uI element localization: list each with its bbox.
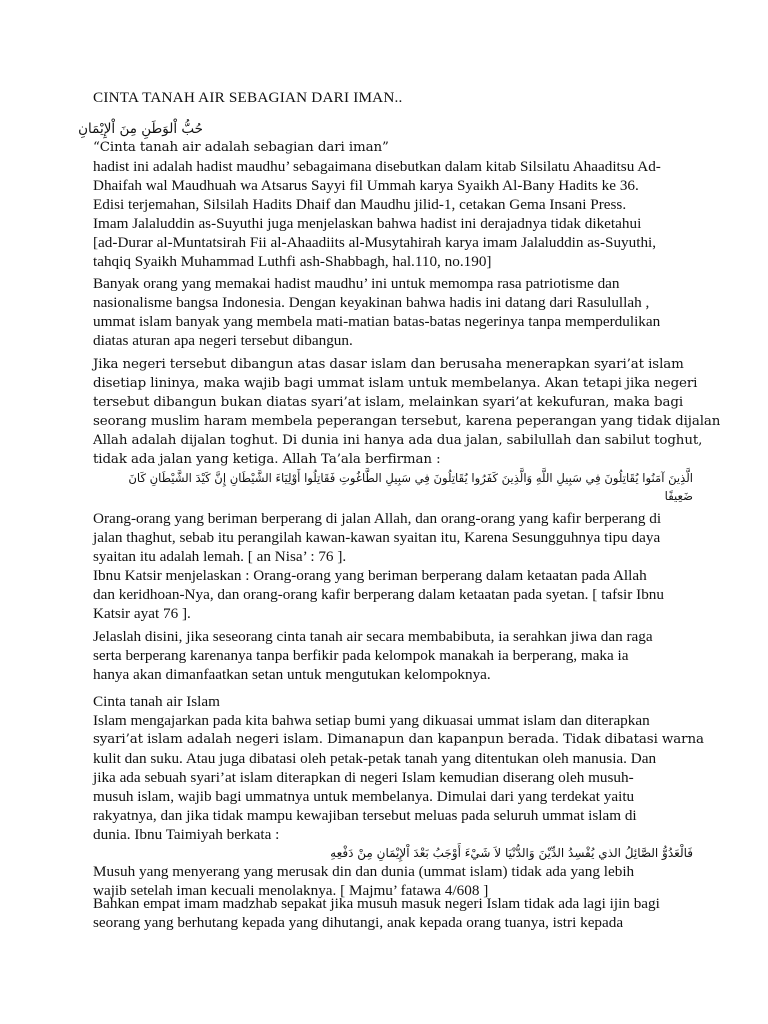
paragraph-line: syari’at islam adalah negeri islam. Dimanapun dan kapanpun berada. Tidak dibatasi warna — [93, 732, 704, 747]
intro-line: Imam Jalaluddin as-Suyuthi juga menjelaskan bahwa hadist ini derajadnya tidak diketahui — [93, 215, 642, 232]
paragraph-line: Katsir ayat 76 ]. — [93, 605, 191, 622]
paragraph-line: seorang yang berhutang kepada yang dihutangi, anak kepada orang tuanya, istri kepada — [93, 914, 624, 931]
paragraph-line: Bahkan empat imam madzhab sepakat jika musuh masuk negeri Islam tidak ada lagi ijin bagi — [93, 895, 660, 912]
intro-line: Edisi terjemahan, Silsilah Hadits Dhaif dan Maudhu jilid-1, cetakan Gema Insani Press. — [93, 196, 627, 213]
intro-line: Dhaifah wal Maudhuah wa Atsarus Sayyi fil Ummah karya Syaikh Al-Bany Hadits ke 36. — [93, 177, 639, 194]
paragraph-line: Musuh yang menyerang yang merusak din dan dunia (ummat islam) tidak ada yang lebih — [93, 863, 635, 880]
arabic-quote-line: فَالْعَدُوُّ الصَّائِلُ الذي يُفْسِدُ الدِّيْنَ وَالدُّنْيَا لاَ شَيْءَ أَوْجَبُ بَعْدَ اْلإِيْمَانِ مِنْ دَفْعِهِ — [330, 846, 693, 860]
intro-line: tahqiq Syaikh Muhammad Luthfi ash-Shabbagh, hal.110, no.190] — [93, 253, 492, 270]
section-heading: Cinta tanah air Islam — [93, 693, 220, 710]
paragraph-line: Orang-orang yang beriman berperang di jalan Allah, dan orang-orang yang kafir berperang di — [93, 510, 662, 527]
intro-line: “Cinta tanah air adalah sebagian dari iman” — [93, 140, 389, 155]
paragraph-two-paths — [93, 355, 721, 505]
paragraph-line: wajib setelah iman kecuali menolaknya. [ Majmu’ fatawa 4/608 ] — [93, 882, 489, 899]
paragraph-translation — [93, 509, 693, 623]
document-title: CINTA TANAH AIR SEBAGIAN DARI IMAN.. — [93, 89, 403, 106]
intro-line: hadist ini adalah hadist maudhu’ sebagaimana disebutkan dalam kitab Silsilatu Ahaaditsu Ad- — [93, 158, 661, 175]
arabic-verse-line: ضَعِيفًا — [664, 489, 693, 503]
paragraph-line: seorang muslim haram membela peperangan tersebut, karena peperangan yang tidak dijalan — [93, 414, 721, 429]
paragraph-line: Banyak orang yang memakai hadist maudhu’ ini untuk memompa rasa patriotisme dan — [93, 275, 620, 292]
paragraph-line: ummat islam banyak yang membela mati-matian batas-batas negerinya tanpa memperdulikan — [93, 313, 661, 330]
paragraph-line: Jelaslah disini, jika seseorang cinta tanah air secara membabibuta, ia serahkan jiwa dan raga — [93, 628, 653, 645]
paragraph-line: diatas aturan apa negeri tersebut dibangun. — [93, 332, 353, 349]
paragraph-line: musuh islam, wajib bagi ummatnya untuk membelanya. Dimulai dari yang terdekat yaitu — [93, 788, 635, 805]
intro-section — [78, 120, 693, 271]
paragraph-line: Jika negeri tersebut dibangun atas dasar islam dan berusaha menerapkan syari’at islam — [93, 357, 684, 372]
paragraph-line: Allah adalah dijalan toghut. Di dunia ini hanya ada dua jalan, sabilullah dan sabilut toghut, — [93, 433, 703, 448]
paragraph-line: dan keridhoan-Nya, dan orang-orang kafir berperang dalam ketaatan pada syetan. [ tafsir Ibnu — [93, 586, 664, 603]
arabic-verse-line: الَّذِينَ آمَنُوا يُقَاتِلُونَ فِي سَبِيلِ اللَّهِ وَالَّذِينَ كَفَرُوا يُقَاتِلُونَ فِي سَبِيلِ الطَّاغُوتِ فَقَاتِلُوا أَوْلِيَاءَ الشَّيْطَانِ إِنَّ كَيْدَ الشَّيْطَانِ كَانَ — [128, 471, 693, 485]
section-islam-homeland — [93, 692, 704, 900]
paragraph-line: tersebut dibangun bukan diatas syari’at islam, melainkan syari’at kekufuran, maka bagi — [93, 395, 684, 410]
paragraph-line: serta berperang karenanya tanpa berfikir pada kelompok manakah ia berperang, maka ia — [93, 647, 629, 664]
paragraph-line: Islam mengajarkan pada kita bahwa setiap bumi yang dikuasai ummat islam dan diterapkan — [93, 712, 650, 729]
paragraph-line: disetiap lininya, maka wajib bagi ummat islam untuk membelanya. Akan tetapi jika negeri — [93, 376, 698, 391]
paragraph-four-imams — [93, 894, 693, 932]
paragraph-patriotism — [93, 274, 693, 350]
intro-line: [ad-Durar al-Muntatsirah Fii al-Ahaadiits al-Musytahirah karya imam Jalaluddin as-Suyuthi, — [93, 234, 657, 251]
paragraph-line: hanya akan dimanfaatkan setan untuk mengutukan kelompoknya. — [93, 666, 491, 683]
paragraph-line: rakyatnya, dan jika tidak mampu kewajiban tersebut meluas pada seluruh ummat islam di — [93, 807, 637, 824]
document-title-block — [93, 88, 693, 107]
paragraph-line: jalan thaghut, sebab itu perangilah kawan-kawan syaitan itu, Karena Sesungguhnya tipu daya — [93, 529, 661, 546]
paragraph-line: dunia. Ibnu Taimiyah berkata : — [93, 826, 280, 843]
paragraph-line: Ibnu Katsir menjelaskan : Orang-orang yang beriman berperang dalam ketaatan pada Allah — [93, 567, 647, 584]
paragraph-conclusion — [93, 627, 693, 684]
paragraph-line: nasionalisme bangsa Indonesia. Dengan keyakinan bahwa hadis ini datang dari Rasulullah , — [93, 294, 650, 311]
paragraph-line: syaitan itu adalah lemah. [ an Nisa’ : 76 ]. — [93, 548, 347, 565]
arabic-hadith-heading: حُبُّ اْلوَطَنِ مِنَ اْلإِيْمَانِ — [78, 121, 203, 137]
paragraph-line: kulit dan suku. Atau juga dibatasi oleh petak-petak tanah yang ditentukan oleh manusia. Dan — [93, 750, 657, 767]
paragraph-line: tidak ada jalan yang ketiga. Allah Ta’ala berfirman : — [93, 452, 441, 467]
paragraph-line: jika ada sebuah syari’at islam diterapkan di negeri Islam kemudian diserang oleh musuh- — [93, 769, 634, 786]
